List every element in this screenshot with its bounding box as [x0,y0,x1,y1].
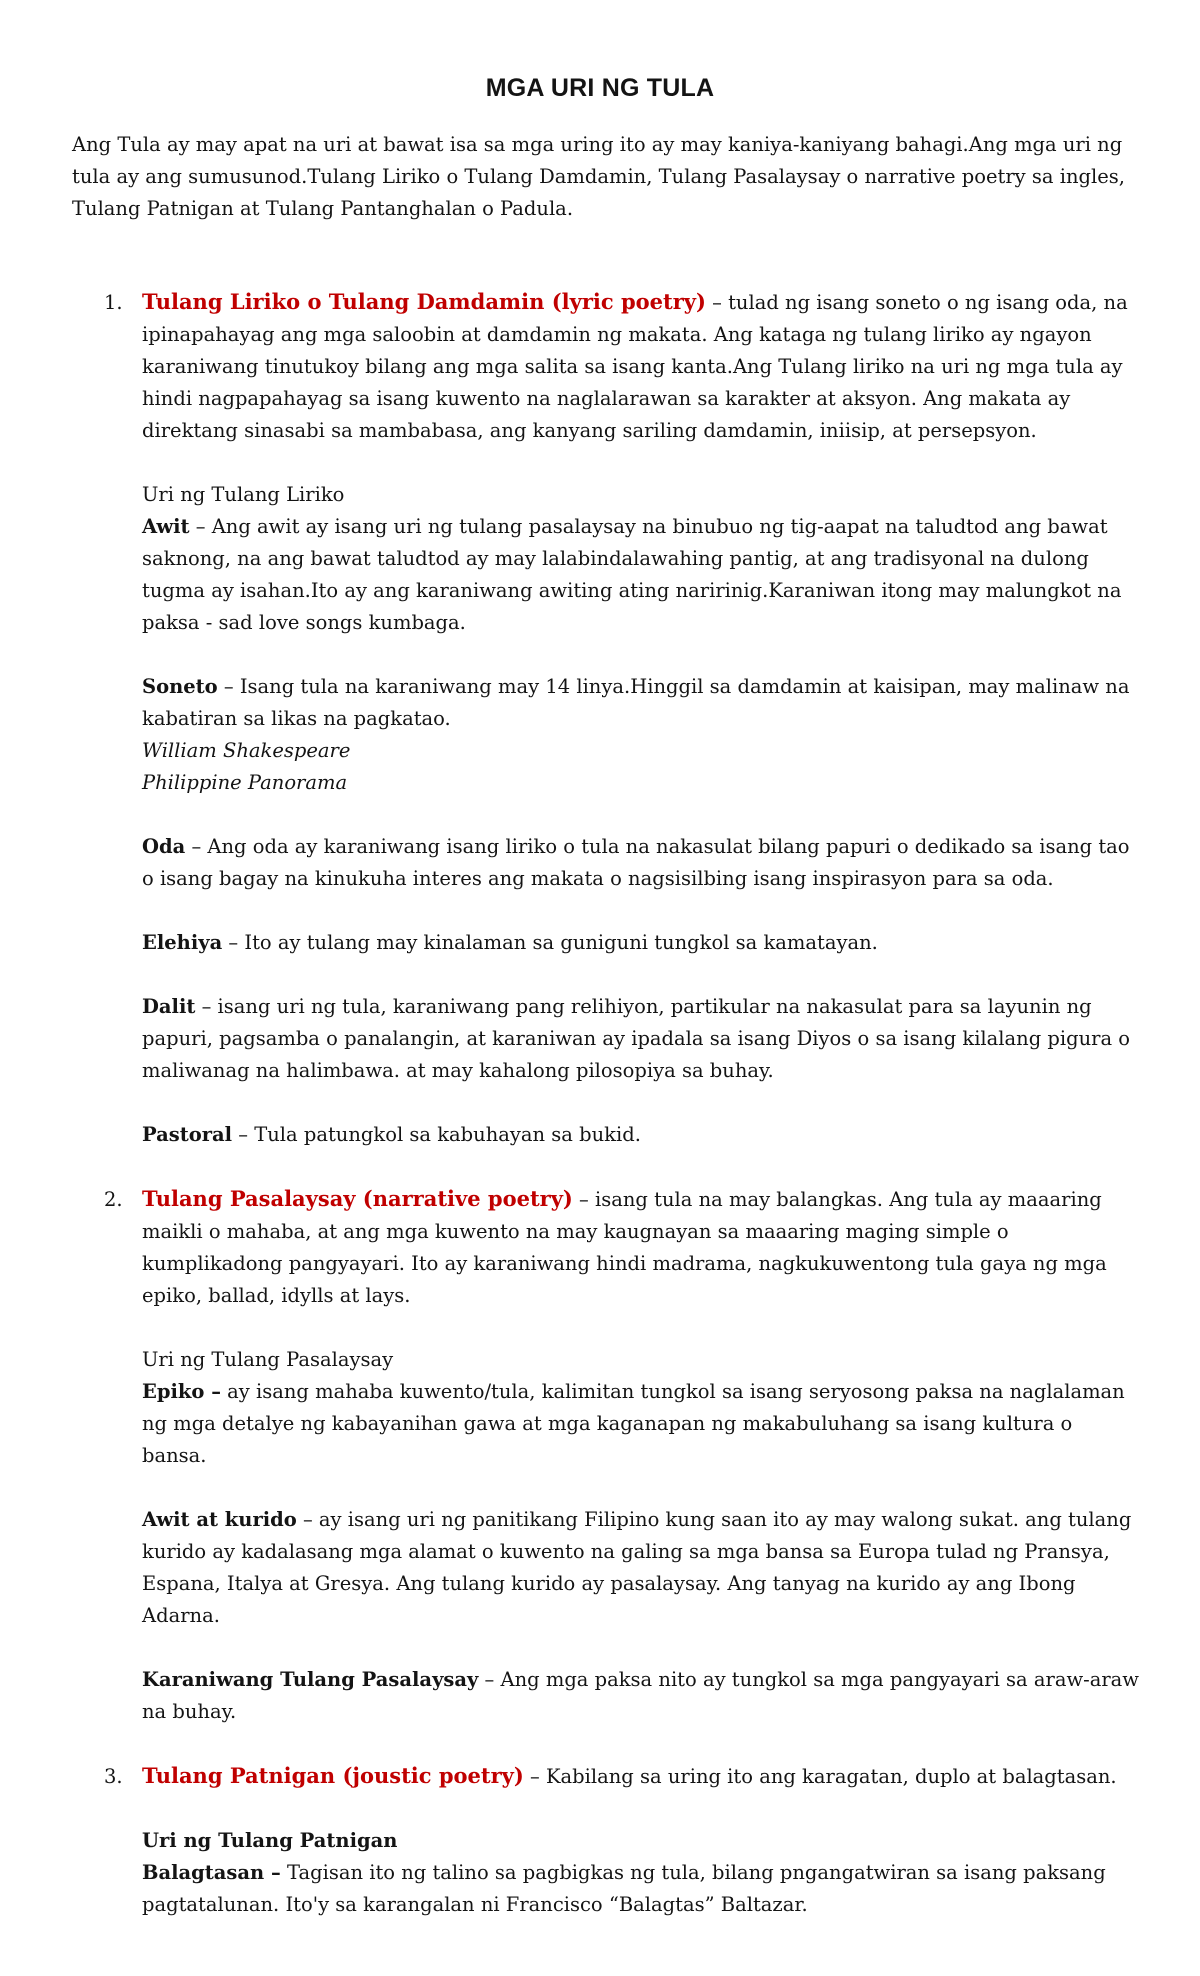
type-text: – Isang tula na karaniwang may 14 linya.Hinggil sa damdamin at kaisipan, may malinaw na kabatiran sa likas na pagkatao. [142,675,1130,730]
type-text: Tagisan ito ng talino sa pagbigkas ng tula, bilang pngangatwiran sa isang paksang pagtatalunan. Ito'y sa karangalan ni Francisco “Balagtas” Baltazar. [142,1861,1106,1916]
list-item-joustic [0,1760,1200,1921]
type-term: Awit at kurido [142,1508,297,1531]
type-term: Awit [142,515,190,538]
type-text: – Ang awit ay isang uri ng tulang pasalaysay na binubuo ng tig-aapat na taludtod ang bawat saknong, na ang bawat taludtod ay may lalabindalawahing pantig, at ang tradisyonal na dulong tugma ay isahan.Ito ay ang karaniwang awiting ating naririnig.Karaniwan itong may malungkot na paksa - sad love songs kumbaga. [142,515,1122,634]
type-text: – ay isang uri ng panitikang Filipino kung saan ito ay may walong sukat. ang tulang kurido ay kadalasang mga alamat o kuwento na galing sa mga bansa sa Europa tulad ng Pransya, Espana, Italya at Gresya. Ang tulang kurido ay pasalaysay. Ang tanyag na kurido ay ang Ibong Adarna. [142,1508,1132,1627]
poetry-types-list [0,286,1200,1921]
example-text: William Shakespeare [142,739,351,762]
intro-paragraph: Ang Tula ay may apat na uri at bawat isa sa mga uring ito ay may kaniya-kaniyang bahagi.Ang mga uri ng tula ay ang sumusunod.Tulang Liriko o Tulang Damdamin, Tulang Pasalaysay o narrative poetry sa ingles, Tulang Patnigan at Tulang Pantanghalan o Padula. [72,133,1125,220]
type-term: Balagtasan – [142,1861,281,1884]
item-heading: Tulang Liriko o Tulang Damdamin (lyric poetry) [142,289,706,314]
subheading: Uri ng Tulang Pasalaysay [142,1348,394,1371]
type-text: – Tula patungkol sa kabuhayan sa bukid. [232,1123,641,1146]
list-number: 1. [104,291,123,314]
type-text: – isang uri ng tula, karaniwang pang relihiyon, partikular na nakasulat para sa layunin ng papuri, pagsamba o panalangin, at karaniwan ay ipadala sa isang Diyos o sa isang kilalang pigura o maliwanag na halimbawa. at may kahalong pilosopiya sa buhay. [142,995,1131,1082]
item-description: – isang tula na may balangkas. Ang tula ay maaaring maikli o mahaba, at ang mga kuwento na may kaugnayan sa maaaring maging simple o kumplikadong pangyayari. Ito ay karaniwang hindi madrama, nagkukuwentong tula gaya ng mga epiko, ballad, idylls at lays. [142,1188,1107,1307]
list-number: 2. [104,1188,123,1211]
list-item-narrative [0,1183,1200,1728]
item-description: – tulad ng isang soneto o ng isang oda, na ipinapahayag ang mga saloobin at damdamin ng makata. Ang kataga ng tulang liriko ay ngayon karaniwang tinutukoy bilang ang mga salita sa isang kanta.Ang Tulang liriko na uri ng mga tula ay hindi nagpapahayag sa isang kuwento na naglalarawan sa karakter at aksyon. Ang makata ay direktang sinasabi sa mambabasa, ang kanyang sariling damdamin, iniisip, at persepsyon. [142,291,1128,442]
type-term: Karaniwang Tulang Pasalaysay [142,1668,479,1691]
type-text: – Ang oda ay karaniwang isang liriko o tula na nakasulat bilang papuri o dedikado sa isang tao o isang bagay na kinukuha interes ang makata o nagsisilbing isang inspirasyon para sa oda. [142,835,1130,890]
type-text: – Ito ay tulang may kinalaman sa guniguni tungkol sa kamatayan. [222,931,878,954]
subheading: Uri ng Tulang Patnigan [142,1829,398,1852]
item-heading: Tulang Patnigan (joustic poetry) [142,1763,524,1788]
type-text: ay isang mahaba kuwento/tula, kalimitan tungkol sa isang seryosong paksa na naglalaman ng mga detalye ng kabayanihan gawa at mga kaganapan ng makabuluhang sa isang kultura o bansa. [142,1380,1125,1467]
item-heading: Tulang Pasalaysay (narrative poetry) [142,1186,573,1211]
type-term: Epiko – [142,1380,221,1403]
type-term: Dalit [142,995,196,1018]
subheading: Uri ng Tulang Liriko [142,483,345,506]
type-term: Elehiya [142,931,223,954]
list-number: 3. [104,1765,123,1788]
page-title: MGA URI NG TULA [485,74,715,102]
type-text: – Ang mga paksa nito ay tungkol sa mga pangyayari sa araw-araw na buhay. [142,1668,1139,1723]
example-text: Philippine Panorama [142,771,348,794]
list-item-lyric [0,286,1200,1151]
type-term: Oda [142,835,186,858]
type-term: Soneto [142,675,218,698]
type-term: Pastoral [142,1123,233,1146]
item-description: – Kabilang sa uring ito ang karagatan, duplo at balagtasan. [523,1765,1117,1788]
